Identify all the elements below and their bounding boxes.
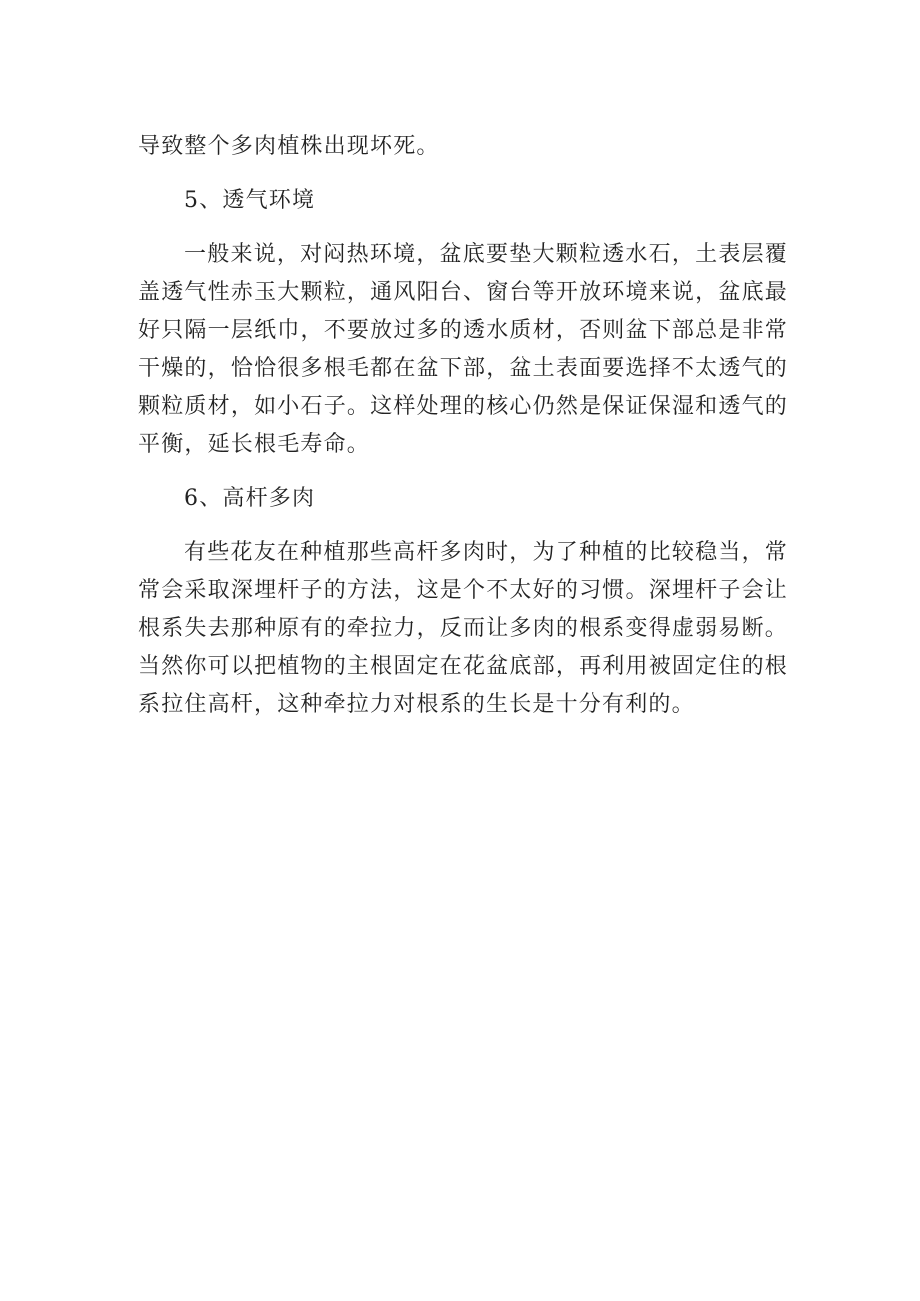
section-heading-tall-stem: 6、高杆多肉: [184, 486, 316, 511]
paragraph-ventilation: 一般来说，对闷热环境，盆底要垫大颗粒透水石，土表层覆盖透气性赤玉大颗粒，通风阳台、窗台等开放环境来说，盆底最好只隔一层纸巾，不要放过多的透水质材，否则盆下部总是非常干燥的，恰恰很多根毛都在盆下部，盆土表面要选择不太透气的颗粒质材，如小石子。这样处理的核心仍然是保证保湿和透气的平衡，延长根毛寿命。: [138, 242, 788, 457]
section-heading-ventilation: 5、透气环境: [184, 188, 316, 213]
paragraph-tall-stem: 有些花友在种植那些高杆多肉时，为了种植的比较稳当，常常会采取深埋杆子的方法，这是个不太好的习惯。深埋杆子会让根系失去那种原有的牵拉力，反而让多肉的根系变得虚弱易断。当然你可以把植物的主根固定在花盆底部，再利用被固定住的根系拉住高杆，这种牵拉力对根系的生长是十分有利的。: [138, 540, 788, 717]
document-body: [138, 128, 788, 724]
paragraph-continuation: 导致整个多肉植株出现坏死。: [138, 134, 440, 159]
